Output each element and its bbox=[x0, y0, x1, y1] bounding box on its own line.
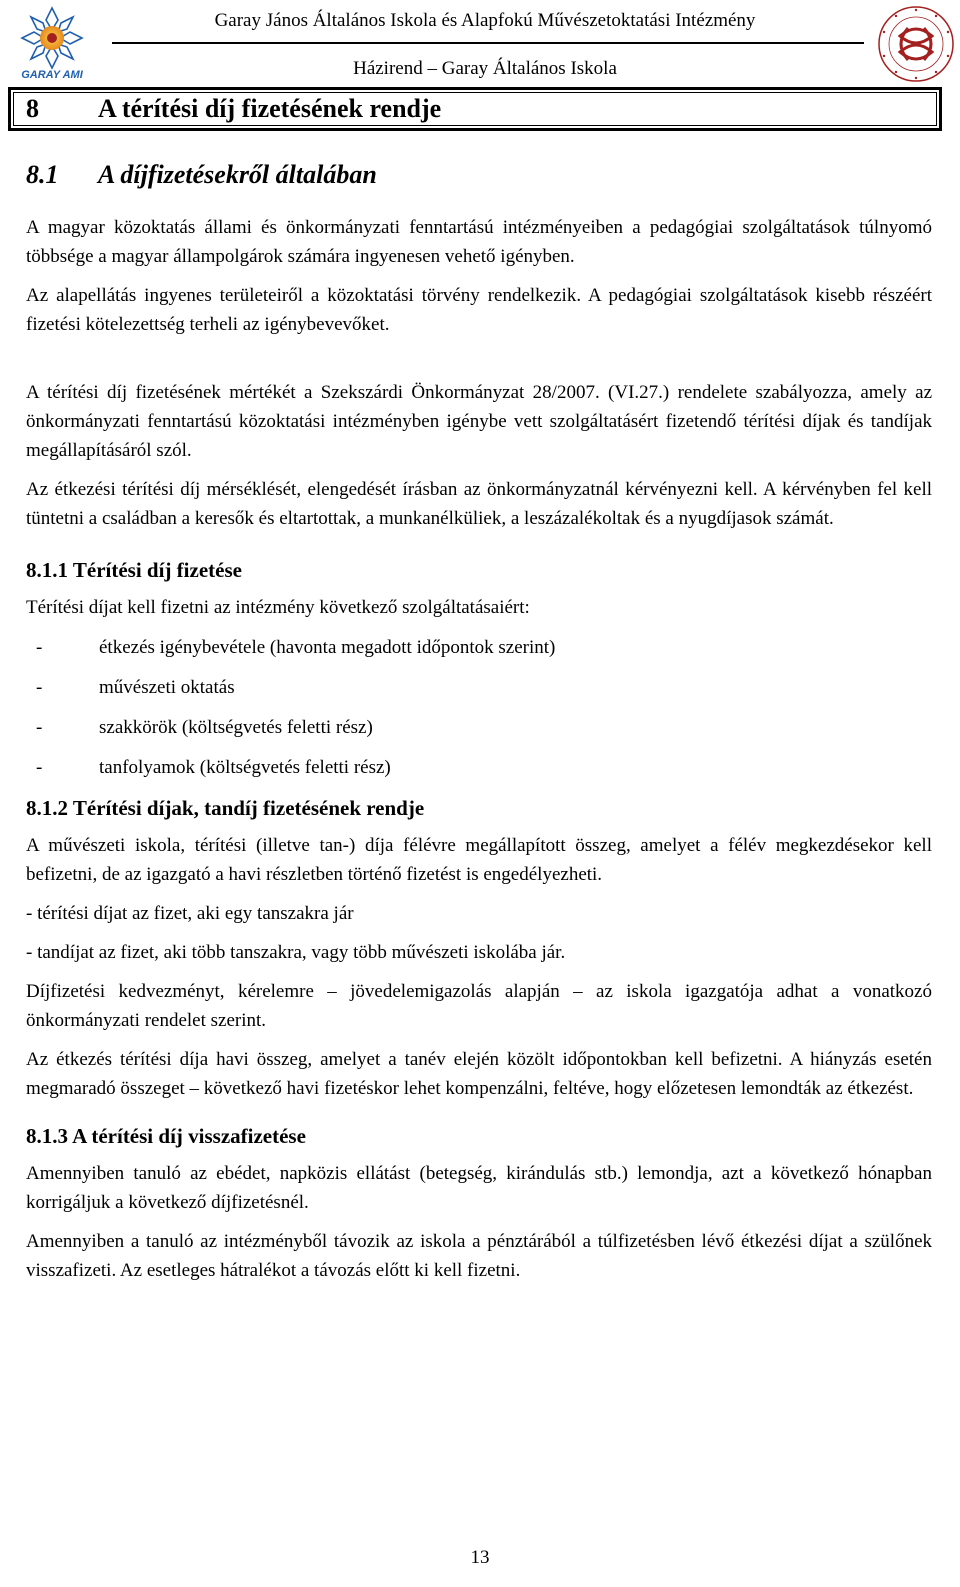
paragraph: Az alapellátás ingyenes területeiről a közoktatási törvény rendelkezik. A pedagógiai szolgáltatások kisebb részéért fizetési kötelezettség terheli az igénybevevőket. bbox=[26, 285, 932, 335]
section-title: A díjfizetésekről általában bbox=[98, 160, 377, 189]
subsection-heading-8-1-3: 8.1.3 A térítési díj visszafizetése bbox=[26, 1124, 306, 1148]
list-item-text: tanfolyamok (költségvetés feletti rész) bbox=[99, 757, 391, 778]
services-list bbox=[26, 633, 932, 782]
paragraph: Az étkezési térítési díj mérséklését, elengedését írásban az önkormányzatnál kérvényezni kell. A kérvényben fel kell tüntetni a családban a keresők és eltartottak, a munkanélküliek, a leszázalékoltak és a nyugdíjasok számát. bbox=[26, 479, 932, 529]
subsection-heading-8-1-2: 8.1.2 Térítési díjak, tandíj fizetésének rendje bbox=[26, 796, 425, 820]
document-subtitle: Házirend – Garay Általános Iskola bbox=[353, 58, 617, 79]
page-header bbox=[0, 0, 960, 90]
list-item bbox=[26, 713, 932, 742]
paragraph: Amennyiben tanuló az ebédet, napközis ellátást (betegség, kirándulás stb.) lemondja, azt a következő hónapban korrigáljuk a következő díjfizetésnél. bbox=[26, 1163, 932, 1213]
paragraph: A térítési díj fizetésének mértékét a Szekszárdi Önkormányzat 28/2007. (VI.27.) rendelete szabályozza, amely az önkormányzati fenntartású közoktatási intézményben igénybe vett szolgáltatásért fizetendő térítési díjak és tandíjak megállapításáról szól. bbox=[26, 382, 932, 461]
subsection-heading-8-1-1: 8.1.1 Térítési díj fizetése bbox=[26, 558, 242, 582]
logo-left-text: GARAY AMI bbox=[21, 69, 83, 81]
list-dash: - bbox=[36, 637, 43, 658]
quality-seal-logo bbox=[876, 4, 956, 84]
list-item bbox=[26, 633, 932, 662]
list-dash: - bbox=[36, 717, 43, 738]
section-heading-8-1 bbox=[26, 158, 932, 192]
list-item-text: étkezés igénybevétele (havonta megadott időpontok szerint) bbox=[99, 637, 556, 658]
page-number: 13 bbox=[470, 1547, 490, 1568]
paragraph: - térítési díjat az fizet, aki egy tanszakra jár bbox=[26, 903, 354, 924]
paragraph: Térítési díjat kell fizetni az intézmény következő szolgáltatásaiért: bbox=[26, 597, 530, 618]
chapter-title-text: A térítési díj fizetésének rendje bbox=[98, 94, 442, 123]
list-item-text: művészeti oktatás bbox=[99, 677, 235, 698]
list-item-text: szakkörök (költségvetés feletti rész) bbox=[99, 717, 373, 738]
list-item bbox=[26, 753, 932, 782]
list-item bbox=[26, 673, 932, 702]
list-dash: - bbox=[36, 757, 43, 778]
page-body bbox=[26, 158, 932, 1295]
paragraph: Amennyiben a tanuló az intézményből távozik az iskola a pénztárából a túlfizetésben lévő étkezési díjat a szülőnek visszafizeti. Az esetleges hátralékot a távozás előtt ki kell fizetni. bbox=[26, 1231, 932, 1281]
chapter-heading bbox=[26, 92, 441, 126]
paragraph: A művészeti iskola, térítési (illetve tan-) díja félévre megállapított összeg, amelyet a félév megkezdésekor kell befizetni, de az igazgató a havi részletben történő fizetést is engedélyezheti. bbox=[26, 835, 932, 885]
paragraph: - tandíjat az fizet, aki több tanszakra, vagy több művészeti iskolába jár. bbox=[26, 942, 566, 963]
school-logo bbox=[4, 4, 100, 84]
chapter-number: 8 bbox=[26, 94, 39, 123]
paragraph: Díjfizetési kedvezményt, kérelemre – jövedelemigazolás alapján – az iskola igazgatója adhat a vonatkozó önkormányzati rendelet szerint. bbox=[26, 981, 932, 1031]
institution-name: Garay János Általános Iskola és Alapfokú Művészetoktatási Intézmény bbox=[214, 10, 756, 31]
section-number: 8.1 bbox=[26, 160, 59, 189]
list-dash: - bbox=[36, 677, 43, 698]
paragraph: A magyar közoktatás állami és önkormányzati fenntartású intézményeiben a pedagógiai szolgáltatások túlnyomó többsége a magyar állampolgárok számára ingyenesen vehető igényben. bbox=[26, 217, 932, 267]
paragraph: Az étkezés térítési díja havi összeg, amelyet a tanév elején közölt időpontokban kell befizetni. A hiányzás esetén megmaradó összeget – következő havi fizetéskor lehet kompenzálni, feltéve, hogy előzetesen lemondták az étkezést. bbox=[26, 1049, 932, 1099]
header-rule bbox=[112, 42, 864, 44]
